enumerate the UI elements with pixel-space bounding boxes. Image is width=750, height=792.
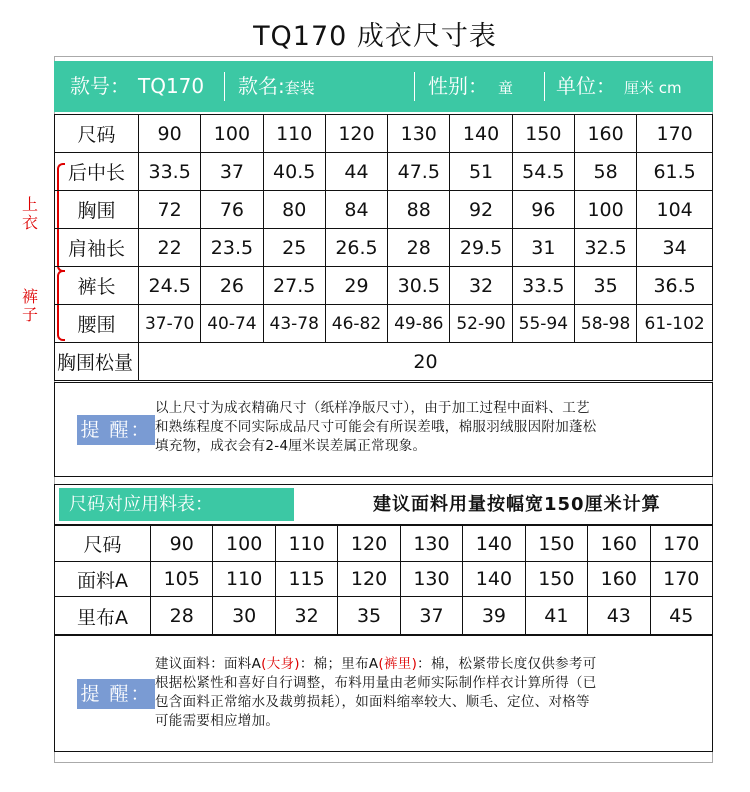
table-row (55, 343, 713, 381)
size-cell: 130 (388, 115, 450, 153)
size-cell: 160 (574, 115, 636, 153)
value-cell: 30 (213, 597, 275, 636)
header-divider (544, 72, 545, 101)
value-cell: 84 (325, 191, 387, 229)
value-cell: 45 (650, 597, 713, 636)
value-cell: 26 (201, 267, 263, 305)
top-label: 上 衣 (22, 195, 39, 232)
table-row (55, 305, 713, 343)
table-row (55, 229, 713, 267)
size-cell: 120 (325, 115, 387, 153)
value-cell: 30.5 (388, 267, 450, 305)
value-cell: 55-94 (512, 305, 574, 343)
size-cell: 170 (637, 115, 713, 153)
size-cell: 100 (201, 115, 263, 153)
value-cell: 40-74 (201, 305, 263, 343)
row-label: 里布A (55, 597, 151, 636)
unit: 单位： 厘米 cm (556, 74, 682, 98)
row-label: 肩袖长 (55, 229, 139, 267)
value-cell: 32 (275, 597, 337, 636)
reminder-text: 以上尺寸为成衣精确尺寸（纸样净版尺寸），由于加工过程中面料、工艺 和熟练程度不同实际成品尺寸可能会有所误差哦，棉服羽绒服因附加蓬松 填充物，成衣会有2-4厘米误差属正常现象。 (155, 400, 597, 454)
value-cell: 36.5 (637, 267, 713, 305)
value-cell: 23.5 (201, 229, 263, 267)
value-cell: 22 (139, 229, 201, 267)
value-cell: 40.5 (263, 153, 325, 191)
fabric-header-bar (54, 484, 713, 525)
size-cell: 150 (512, 115, 574, 153)
row-label: 裤长 (55, 267, 139, 305)
value-cell: 92 (450, 191, 512, 229)
size-cell: 150 (525, 526, 587, 562)
value-cell: 28 (151, 597, 213, 636)
size-cell: 130 (400, 526, 462, 562)
row-label: 腰围 (55, 305, 139, 343)
reminder-box (54, 382, 713, 477)
value-cell: 61-102 (637, 305, 713, 343)
value-cell: 72 (139, 191, 201, 229)
value-cell: 120 (338, 562, 400, 597)
value-cell: 150 (525, 562, 587, 597)
value-cell: 96 (512, 191, 574, 229)
size-cell: 140 (450, 115, 512, 153)
size-cell: 120 (338, 526, 400, 562)
value-cell: 39 (463, 597, 525, 636)
style-header-bar (54, 61, 713, 112)
row-label: 胸围 (55, 191, 139, 229)
table-row (55, 562, 713, 597)
size-cell: 90 (151, 526, 213, 562)
chest-ease-value: 20 (139, 343, 713, 381)
value-cell: 140 (463, 562, 525, 597)
size-cell: 110 (275, 526, 337, 562)
value-cell: 28 (388, 229, 450, 267)
value-cell: 29.5 (450, 229, 512, 267)
page-title: TQ170 成衣尺寸表 (253, 21, 497, 52)
value-cell: 35 (574, 267, 636, 305)
value-cell: 37 (201, 153, 263, 191)
size-table (54, 114, 713, 381)
gender: 性别： 童 (428, 74, 514, 98)
value-cell: 160 (588, 562, 650, 597)
value-cell: 110 (213, 562, 275, 597)
value-cell: 46-82 (325, 305, 387, 343)
value-cell: 47.5 (388, 153, 450, 191)
value-cell: 100 (574, 191, 636, 229)
reminder-badge: 提 醒： (77, 415, 155, 445)
value-cell: 49-86 (388, 305, 450, 343)
style-no: 款号： TQ170 (70, 74, 205, 98)
value-cell: 44 (325, 153, 387, 191)
table-row (55, 153, 713, 191)
value-cell: 80 (263, 191, 325, 229)
size-header-label: 尺码 (55, 526, 151, 562)
value-cell: 26.5 (325, 229, 387, 267)
size-cell: 160 (588, 526, 650, 562)
value-cell: 51 (450, 153, 512, 191)
value-cell: 35 (338, 597, 400, 636)
value-cell: 33.5 (139, 153, 201, 191)
fabric-section-label: 尺码对应用料表： (59, 488, 294, 521)
table-row (55, 191, 713, 229)
value-cell: 104 (637, 191, 713, 229)
value-cell: 58-98 (574, 305, 636, 343)
value-cell: 31 (512, 229, 574, 267)
table-row (55, 526, 713, 562)
value-cell: 61.5 (637, 153, 713, 191)
pants-label: 裤 子 (22, 287, 39, 324)
row-label: 后中长 (55, 153, 139, 191)
value-cell: 25 (263, 229, 325, 267)
value-cell: 88 (388, 191, 450, 229)
style-name: 款名:套装 (238, 74, 315, 98)
size-cell: 90 (139, 115, 201, 153)
value-cell: 105 (151, 562, 213, 597)
value-cell: 130 (400, 562, 462, 597)
value-cell: 32 (450, 267, 512, 305)
fabric-table (54, 525, 713, 636)
value-cell: 43-78 (263, 305, 325, 343)
reminder-box (54, 634, 713, 752)
value-cell: 29 (325, 267, 387, 305)
value-cell: 54.5 (512, 153, 574, 191)
header-divider (414, 72, 415, 101)
value-cell: 52-90 (450, 305, 512, 343)
reminder-text: 建议面料：面料A(大身)：棉；里布A(裤里)：棉，松紧带长度仅供参考可 根据松紧性和喜好自行调整，布料用量由老师实际制作样衣计算所得（已 包含面料正常缩水及裁剪损耗），如面料缩率较大、顺毛、定位、对格等 可能需要相应增加。 (155, 656, 597, 729)
value-cell: 58 (574, 153, 636, 191)
value-cell: 32.5 (574, 229, 636, 267)
reminder-badge: 提 醒： (77, 679, 155, 709)
value-cell: 24.5 (139, 267, 201, 305)
value-cell: 43 (588, 597, 650, 636)
table-row (55, 115, 713, 153)
row-label: 面料A (55, 562, 151, 597)
value-cell: 27.5 (263, 267, 325, 305)
size-cell: 100 (213, 526, 275, 562)
table-row (55, 267, 713, 305)
value-cell: 115 (275, 562, 337, 597)
size-header-label: 尺码 (55, 115, 139, 153)
value-cell: 37-70 (139, 305, 201, 343)
size-cell: 110 (263, 115, 325, 153)
fabric-width-note: 建议面料用量按幅宽150厘米计算 (373, 494, 661, 515)
value-cell: 34 (637, 229, 713, 267)
value-cell: 76 (201, 191, 263, 229)
table-row (55, 597, 713, 636)
chest-ease-label: 胸围松量 (55, 343, 139, 381)
value-cell: 37 (400, 597, 462, 636)
value-cell: 170 (650, 562, 713, 597)
header-divider (224, 72, 225, 101)
value-cell: 41 (525, 597, 587, 636)
size-cell: 170 (650, 526, 713, 562)
size-cell: 140 (463, 526, 525, 562)
value-cell: 33.5 (512, 267, 574, 305)
